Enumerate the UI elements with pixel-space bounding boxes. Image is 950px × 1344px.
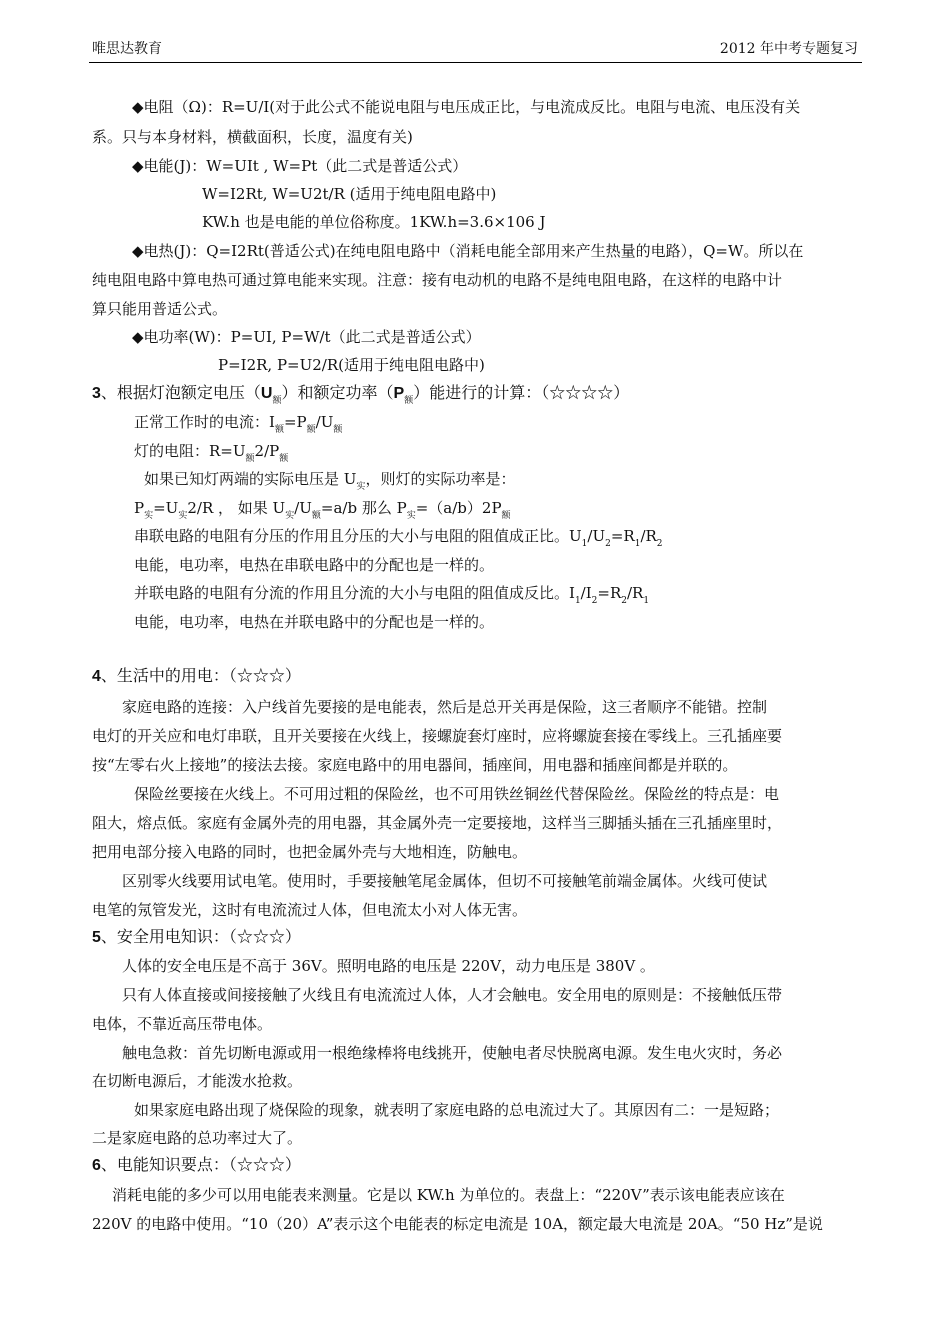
text-run: 灯的电阻：R=U [134, 442, 246, 460]
text-run: 如果已知灯两端的实际电压是 U [144, 470, 357, 488]
text-run: /R [627, 584, 644, 602]
text-run: /U [294, 499, 312, 517]
subscript-rated: 额 [501, 511, 511, 521]
subscript-2: 2 [591, 596, 598, 606]
text-run: 正常工作时的电流：I [134, 413, 275, 431]
subscript-actual: 实 [406, 511, 416, 521]
header-course-title: 2012 年中考专题复习 [719, 41, 858, 57]
text-run: =R [610, 527, 635, 545]
section-number: 3 [92, 385, 101, 402]
text-run: /R [640, 527, 657, 545]
text-run: /I [580, 584, 592, 602]
energy-pure-resistance-line: W=I2Rt, W=U2t/R (适用于纯电阻电路中) [202, 185, 497, 203]
paragraph-line: 220V 的电路中使用。“10（20）A”表示这个电能表的标定电流是 10A，额定最大电流是 20A。“50 Hz”是说 [92, 1215, 823, 1233]
subscript-1: 1 [634, 539, 641, 549]
subscript-rated: 额 [279, 454, 289, 464]
subscript-1: 1 [581, 539, 588, 549]
paragraph-line: 电灯的开关应和电灯串联，且开关要接在火线上，接螺旋套灯座时，应将螺旋套接在零线上。三孔插座要 [92, 727, 783, 745]
subscript-rated: 额 [245, 454, 255, 464]
text-run: 2/P [254, 442, 280, 460]
text-run: 串联电路的电阻有分压的作用且分压的大小与电阻的阻值成正比。U [134, 527, 582, 545]
subscript-actual: 实 [356, 482, 366, 492]
header-school-name: 唯思达教育 [92, 41, 162, 57]
paragraph-line: 把用电部分接入电路的同时，也把金属外壳与大地相连，防触电。 [92, 843, 528, 861]
header-divider [89, 62, 862, 63]
subscript-2: 2 [621, 596, 627, 606]
paragraph-line: 区别零火线要用试电笔。使用时，手要接触笔尾金属体，但切不可接触笔前端金属体。火线可使试 [122, 872, 768, 890]
symbol-p: P [393, 385, 405, 402]
subscript-actual: 实 [285, 511, 295, 521]
paragraph-line: 家庭电路的连接：入户线首先要接的是电能表，然后是总开关再是保险，这三者顺序不能错。控制 [122, 698, 768, 716]
subscript-2: 2 [656, 539, 663, 549]
section-number: 5 [92, 929, 101, 946]
power-pure-resistance-line: P=I2R, P=U2/R(适用于纯电阻电路中) [218, 356, 485, 374]
section-3-heading [92, 383, 629, 411]
text-run: =R [597, 584, 622, 602]
paragraph-line: 电体，不靠近高压带电体。 [92, 1015, 273, 1033]
subscript-rated: 额 [306, 425, 316, 435]
section-number: 6 [92, 1157, 101, 1174]
paragraph-line: 在切断电源后，才能泼水抢救。 [92, 1072, 303, 1090]
heading-text: 、电能知识要点：（☆☆☆） [100, 1155, 301, 1174]
heading-text: 、安全用电知识：（☆☆☆） [100, 927, 301, 946]
paragraph-line: 只有人体直接或间接接触了火线且有电流流过人体，人才会触电。安全用电的原则是：不接触低压带 [122, 986, 783, 1004]
subscript-2: 2 [605, 539, 611, 549]
heading-text: 、根据灯泡额定电压（ [100, 383, 261, 402]
parallel-circuit-line [134, 583, 649, 611]
text-run: /U [587, 527, 606, 545]
text-run: /U [315, 413, 334, 431]
lamp-resistance-line [134, 441, 288, 469]
series-distribution-line: 电能，电功率，电热在串联电路中的分配也是一样的。 [134, 556, 495, 574]
text-run: =（a/b）2P [415, 499, 502, 517]
paragraph-line: 如果家庭电路出现了烧保险的现象，就表明了家庭电路的总电流过大了。其原因有二：一是短路； [134, 1101, 780, 1119]
section-6-heading [92, 1155, 301, 1176]
subscript-1: 1 [643, 596, 650, 606]
subscript-rated: 额 [404, 396, 414, 406]
text-run: P [134, 499, 145, 517]
heading-text: ）和额定功率（ [281, 383, 394, 402]
subscript-rated: 额 [272, 396, 282, 406]
heat-note-line-1: 纯电阻电路中算电热可通过算电能来实现。注意：接有电动机的电路不是纯电阻电路，在这样的电路中计 [92, 271, 783, 289]
paragraph-line: 按“左零右火上接地”的接法去接。家庭电路中的用电器间，插座间，用电器和插座间都是并联的。 [92, 756, 738, 774]
subscript-actual: 实 [144, 511, 154, 521]
resistance-note-line: 系。只与本身材料，横截面积，长度，温度有关) [92, 128, 413, 146]
paragraph-line: 保险丝要接在火线上。不可用过粗的保险丝，也不可用铁丝铜丝代替保险丝。保险丝的特点是：电 [134, 785, 780, 803]
subscript-rated: 额 [274, 425, 284, 435]
text-run: =P [283, 413, 307, 431]
rated-current-line [134, 412, 342, 440]
section-number: 4 [92, 668, 101, 685]
symbol-u: U [260, 385, 273, 402]
paragraph-line: 消耗电能的多少可以用电能表来测量。它是以 KW.h 为单位的。表盘上：“220V”表示该电能表应该在 [112, 1186, 785, 1204]
subscript-rated: 额 [311, 511, 321, 521]
paragraph-line: 二是家庭电路的总功率过大了。 [92, 1129, 303, 1147]
text-run: ，则灯的实际功率是： [365, 470, 516, 488]
section-5-heading [92, 927, 301, 948]
text-run: =a/b 那么 P [320, 499, 407, 517]
heat-formula-line: ◆电热(J)：Q=I2Rt(普适公式)在纯电阻电路中（消耗电能全部用来产生热量的电路），Q=W。所以在 [132, 242, 804, 260]
resistance-formula-line: ◆电阻（Ω)：R=U/I(对于此公式不能说电阻与电压成正比，与电流成反比。电阻与电流、电压没有关 [132, 98, 801, 116]
subscript-actual: 实 [178, 511, 188, 521]
text-run: 并联电路的电阻有分流的作用且分流的大小与电阻的阻值成反比。I [134, 584, 575, 602]
energy-unit-line: KW.h 也是电能的单位俗称度。1KW.h=3.6×106 J [202, 213, 546, 231]
paragraph-line: 阻大，熔点低。家庭有金属外壳的用电器，其金属外壳一定要接地，这样当三脚插头插在三孔插座里时， [92, 814, 783, 832]
text-run: =U [153, 499, 179, 517]
paragraph-line: 触电急救：首先切断电源或用一根绝缘棒将电线挑开，使触电者尽快脱离电源。发生电火灾时，务必 [122, 1044, 783, 1062]
heading-text: 、生活中的用电：（☆☆☆） [100, 666, 301, 685]
section-4-heading [92, 666, 301, 687]
text-run: 2/R ， 如果 U [187, 499, 286, 517]
actual-voltage-line [144, 469, 515, 497]
paragraph-line: 人体的安全电压是不高于 36V。照明电路的电压是 220V，动力电压是 380V 。 [122, 957, 655, 975]
parallel-distribution-line: 电能，电功率，电热在并联电路中的分配也是一样的。 [134, 613, 495, 631]
subscript-1: 1 [574, 596, 581, 606]
energy-formula-line: ◆电能(J)：W=UIt , W=Pt（此二式是普适公式） [132, 157, 468, 175]
heat-note-line-2: 算只能用普适公式。 [92, 300, 228, 318]
actual-power-line [134, 498, 511, 526]
series-circuit-line [134, 526, 663, 554]
power-formula-line: ◆电功率(W)：P=UI, P=W/t（此二式是普适公式） [132, 328, 481, 346]
subscript-rated: 额 [333, 425, 343, 435]
heading-text: ）能进行的计算：（☆☆☆☆） [413, 383, 630, 402]
paragraph-line: 电笔的氖管发光，这时有电流流过人体，但电流太小对人体无害。 [92, 901, 528, 919]
